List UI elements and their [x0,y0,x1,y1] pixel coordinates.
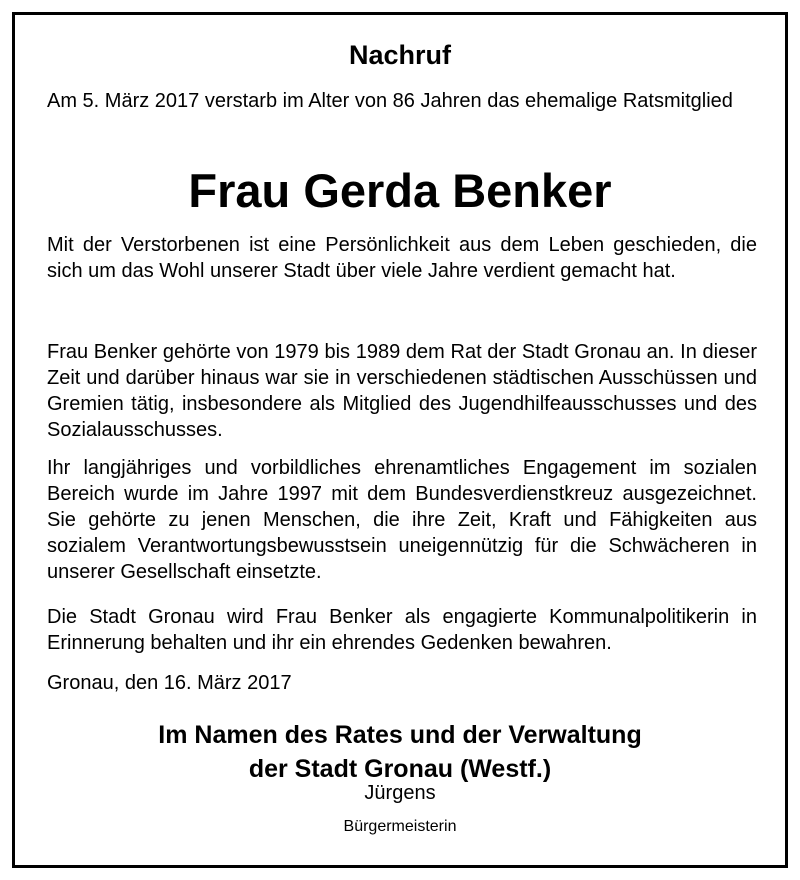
notice-heading: Nachruf [348,40,451,70]
dateline: Gronau, den 16. März 2017 [47,672,292,694]
intro-text: Am 5. März 2017 verstarb im Alter von 86 Jahren das ehemalige Ratsmitglied [47,90,733,112]
paragraph-1: Mit der Verstorbenen ist eine Persönlichkeit aus dem Leben geschieden, die sich um das Wohl unserer Stadt über viele Jahre verdient gemacht hat. [47,234,757,282]
deceased-name: Frau Gerda Benker [188,164,612,217]
paragraph-4: Die Stadt Gronau wird Frau Benker als engagierte Kommunalpolitikerin in Erinnerung behalten und ihr ein ehrendes Gedenken bewahren. [47,606,757,654]
signer-name: Jürgens [364,782,436,804]
signer-role: Bürgermeisterin [343,818,457,835]
signature-line-1: Im Namen des Rates und der Verwaltung [158,721,642,749]
signature-line-2: der Stadt Gronau (Westf.) [248,755,552,783]
paragraph-2: Frau Benker gehörte von 1979 bis 1989 dem Rat der Stadt Gronau an. In dieser Zeit und darüber hinaus war sie in verschiedenen städtischen Ausschüssen und Gremien tätig, insbesondere als Mitglied des Jugendhilfeausschusses und des Sozialausschusses. [47,341,757,441]
paragraph-3: Ihr langjähriges und vorbildliches ehrenamtliches Engagement im sozialen Bereich wurde im Jahre 1997 mit dem Bundesverdienstkreuz ausgezeichnet. Sie gehörte zu jenen Menschen, die ihre Zeit, Kraft und Fähigkeiten aus sozialem Verantwortungsbewusstsein uneigennützig für die Schwächeren in unserer Gesellschaft einsetzte. [47,457,757,583]
signature-block [0,718,800,786]
